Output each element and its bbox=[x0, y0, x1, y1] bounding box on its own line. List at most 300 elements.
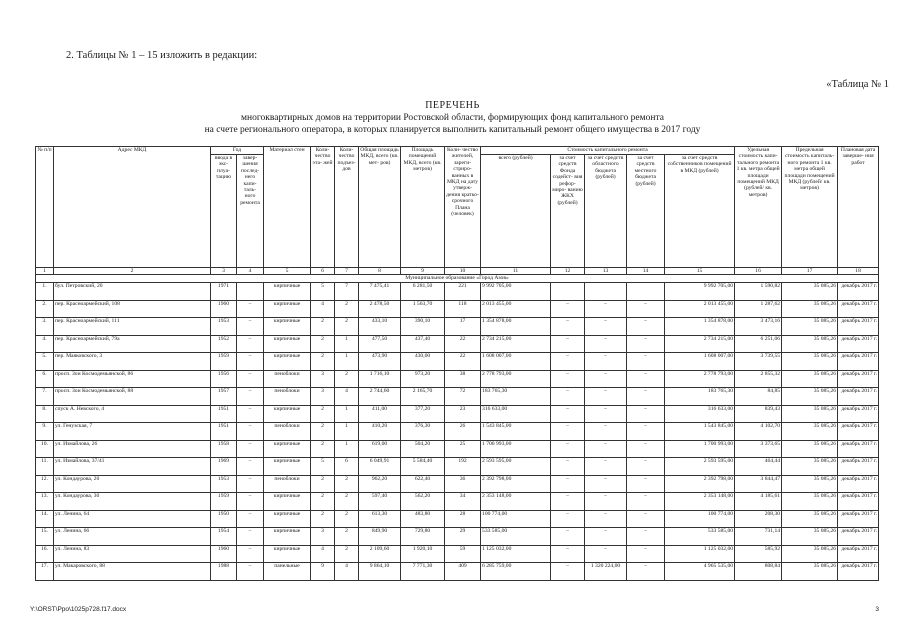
cell-loc: – bbox=[627, 493, 665, 511]
header-address: Адрес МКД bbox=[54, 147, 211, 268]
cell-wall: кирпичные bbox=[264, 545, 311, 563]
cell-fl: 2 bbox=[311, 423, 335, 441]
cell-max: 35 085,26 bbox=[782, 370, 838, 388]
cell-pa: 7 771,30 bbox=[401, 563, 445, 581]
cell-addr: ул. Генузская, 7 bbox=[54, 423, 211, 441]
cell-pa: 6 281,50 bbox=[401, 283, 445, 301]
column-number-cell: 5 bbox=[264, 268, 311, 275]
column-number-cell: 2 bbox=[54, 268, 211, 275]
cell-pa: 430,00 bbox=[401, 353, 445, 371]
cell-addr: ул. Кондаурова, 30 bbox=[54, 493, 211, 511]
header-cost-regional: за счет средств областного бюджета (рублей) bbox=[585, 155, 627, 268]
cell-res: 221 bbox=[445, 283, 481, 301]
cell-total: 2 392 798,00 bbox=[481, 475, 551, 493]
cell-pa: 1 920,10 bbox=[401, 545, 445, 563]
cell-fl: 9 bbox=[311, 563, 335, 581]
cell-wall: кирпичные bbox=[264, 528, 311, 546]
cell-own: 2 013 455,00 bbox=[665, 300, 735, 318]
subtitle-line-2: на счете регионального оператора, в которых планируется выполнить капитальный ремонт общего имущества в 2017 году bbox=[204, 125, 701, 135]
cell-loc: – bbox=[627, 318, 665, 336]
column-number-cell: 8 bbox=[359, 268, 401, 275]
cell-loc: – bbox=[627, 545, 665, 563]
cell-fund: – bbox=[551, 458, 585, 476]
cell-own: 4 965 535,00 bbox=[665, 563, 735, 581]
header-residents: Коли- чество жителей, зареги- стриро- ванных в МКД на дату утверж- дения кратко- срочного Плана (человек) bbox=[445, 147, 481, 268]
cell-total: 2 734 215,00 bbox=[481, 335, 551, 353]
cell-total: 1 700 993,00 bbox=[481, 440, 551, 458]
cell-res: 22 bbox=[445, 353, 481, 371]
cell-pa: 729,80 bbox=[401, 528, 445, 546]
column-number-cell: 12 bbox=[551, 268, 585, 275]
cell-y1: 1958 bbox=[211, 440, 237, 458]
cell-addr: ул. Ленина, 66 bbox=[54, 528, 211, 546]
cell-wall: кирпичные bbox=[264, 283, 311, 301]
cell-res: 34 bbox=[445, 493, 481, 511]
column-number-cell: 4 bbox=[237, 268, 264, 275]
cell-fund: – bbox=[551, 493, 585, 511]
cell-max: 35 085,26 bbox=[782, 405, 838, 423]
table-row bbox=[36, 510, 879, 528]
cell-n: 12. bbox=[36, 475, 54, 493]
cell-y1: 1969 bbox=[211, 458, 237, 476]
table-row bbox=[36, 563, 879, 581]
cell-en: 2 bbox=[335, 300, 359, 318]
cell-addr: ул. Измайлова, 26 bbox=[54, 440, 211, 458]
cell-total: 2 593 595,00 bbox=[481, 458, 551, 476]
cell-y1: 1956 bbox=[211, 370, 237, 388]
cell-y2: – bbox=[237, 370, 264, 388]
cell-pa: 483,80 bbox=[401, 510, 445, 528]
cell-own: 316 633,00 bbox=[665, 405, 735, 423]
cell-en: 1 bbox=[335, 405, 359, 423]
cell-reg: – bbox=[585, 493, 627, 511]
cell-en: 2 bbox=[335, 475, 359, 493]
table-row bbox=[36, 370, 879, 388]
cell-y1: 1971 bbox=[211, 283, 237, 301]
column-number-cell: 13 bbox=[585, 268, 627, 275]
cell-own: 1 700 993,00 bbox=[665, 440, 735, 458]
header-cost-fund: за счет средств Фонда содейст- вия рефор- миро- ванию ЖКХ (рублей) bbox=[551, 155, 585, 268]
cell-n: 14. bbox=[36, 510, 54, 528]
cell-en: 1 bbox=[335, 335, 359, 353]
header-cost-local: за счет средств местного бюджета (рублей) bbox=[627, 155, 665, 268]
column-number-cell: 14 bbox=[627, 268, 665, 275]
cell-loc: – bbox=[627, 510, 665, 528]
cell-loc: – bbox=[627, 300, 665, 318]
cell-n: 17. bbox=[36, 563, 54, 581]
cell-date: декабрь 2017 г. bbox=[838, 353, 879, 371]
cell-ta: 7 475,41 bbox=[359, 283, 401, 301]
cell-wall: кирпичные bbox=[264, 353, 311, 371]
cell-y1: 1960 bbox=[211, 545, 237, 563]
cell-ta: 477,50 bbox=[359, 335, 401, 353]
cell-fl: 2 bbox=[311, 475, 335, 493]
cell-ta: 2 109,60 bbox=[359, 545, 401, 563]
cell-reg: – bbox=[585, 335, 627, 353]
cell-addr: пер. Маяковского, 3 bbox=[54, 353, 211, 371]
cell-y2: – bbox=[237, 510, 264, 528]
cell-max: 35 085,26 bbox=[782, 318, 838, 336]
cell-loc: – bbox=[627, 458, 665, 476]
cell-loc: – bbox=[627, 335, 665, 353]
cell-y2: – bbox=[237, 528, 264, 546]
cell-own: 2 392 798,00 bbox=[665, 475, 735, 493]
page-number: 3 bbox=[875, 606, 879, 613]
cell-unit: 3 373,65 bbox=[735, 440, 782, 458]
cell-own: 2 778 793,00 bbox=[665, 370, 735, 388]
cell-n: 9. bbox=[36, 423, 54, 441]
cell-own: 183 765,30 bbox=[665, 388, 735, 406]
cell-en: 1 bbox=[335, 440, 359, 458]
cell-ta: 6 049,91 bbox=[359, 458, 401, 476]
cell-addr: просп. Зои Космодемьянской, 88 bbox=[54, 388, 211, 406]
cell-fl: 4 bbox=[311, 545, 335, 563]
header-wall: Материал стен bbox=[264, 147, 311, 268]
cell-reg: – bbox=[585, 510, 627, 528]
cell-unit: 4 185,61 bbox=[735, 493, 782, 511]
cell-ta: 410,20 bbox=[359, 423, 401, 441]
column-number-cell: 10 bbox=[445, 268, 481, 275]
cell-ta: 619,00 bbox=[359, 440, 401, 458]
cell-wall: кирпичные bbox=[264, 300, 311, 318]
cell-max: 35 085,26 bbox=[782, 510, 838, 528]
cell-fund: – bbox=[551, 545, 585, 563]
cell-res: 192 bbox=[445, 458, 481, 476]
cell-fl: 5 bbox=[311, 458, 335, 476]
cell-loc: – bbox=[627, 563, 665, 581]
cell-pa: 437,40 bbox=[401, 335, 445, 353]
cell-addr: ул. Измайлова, 37/41 bbox=[54, 458, 211, 476]
cell-n: 4. bbox=[36, 335, 54, 353]
cell-res: 29 bbox=[445, 528, 481, 546]
cell-date: декабрь 2017 г. bbox=[838, 510, 879, 528]
cell-en: 4 bbox=[335, 563, 359, 581]
cell-pa: 390,10 bbox=[401, 318, 445, 336]
cell-res: 72 bbox=[445, 388, 481, 406]
cell-date: декабрь 2017 г. bbox=[838, 318, 879, 336]
cell-total: 2 013 455,00 bbox=[481, 300, 551, 318]
header-num: № п/п bbox=[36, 147, 54, 268]
cell-unit: 3 844,47 bbox=[735, 475, 782, 493]
cell-n: 8. bbox=[36, 405, 54, 423]
cell-addr: пер. Красноармейский, 79а bbox=[54, 335, 211, 353]
cell-loc: – bbox=[627, 423, 665, 441]
table-row bbox=[36, 283, 879, 301]
cell-total: 100 774,00 bbox=[481, 510, 551, 528]
cell-addr: просп. Зои Космодемьянской, 86 bbox=[54, 370, 211, 388]
cell-max: 35 085,26 bbox=[782, 423, 838, 441]
cell-wall: кирпичные bbox=[264, 493, 311, 511]
cell-date: декабрь 2017 г. bbox=[838, 405, 879, 423]
cell-en: 2 bbox=[335, 510, 359, 528]
column-number-cell: 7 bbox=[335, 268, 359, 275]
cell-wall: панельные bbox=[264, 563, 311, 581]
cell-fund: – bbox=[551, 300, 585, 318]
header-cost-group: Стоимость капитального ремонта bbox=[481, 147, 735, 155]
header-year-repair: завер- шения послед- него капи- таль- ного ремонта bbox=[237, 155, 264, 268]
cell-ta: 2 744,60 bbox=[359, 388, 401, 406]
cell-max: 35 085,26 bbox=[782, 458, 838, 476]
cell-total: 9 992 705,00 bbox=[481, 283, 551, 301]
cell-max: 35 085,26 bbox=[782, 388, 838, 406]
cell-reg: – bbox=[585, 353, 627, 371]
cell-own: 1 543 845,00 bbox=[665, 423, 735, 441]
cell-pa: 2 165,70 bbox=[401, 388, 445, 406]
cell-en: 4 bbox=[335, 388, 359, 406]
column-number-cell: 15 bbox=[665, 268, 735, 275]
cell-fl: 3 bbox=[311, 528, 335, 546]
cell-fund: – bbox=[551, 440, 585, 458]
table-row bbox=[36, 388, 879, 406]
cell-own: 1 354 878,00 bbox=[665, 318, 735, 336]
cell-y1: 1954 bbox=[211, 528, 237, 546]
document-title-block bbox=[0, 100, 905, 136]
header-cost-owners: за счет средств собственников помещений в МКД (рублей) bbox=[665, 155, 735, 268]
cell-y2: – bbox=[237, 300, 264, 318]
header-plan-date: Плановая дата заверше- ния работ bbox=[838, 147, 879, 268]
cell-addr: ул. Ленина, 64 bbox=[54, 510, 211, 528]
cell-fund: – bbox=[551, 475, 585, 493]
cell-date: декабрь 2017 г. bbox=[838, 545, 879, 563]
cell-reg: – bbox=[585, 388, 627, 406]
cell-en: 2 bbox=[335, 545, 359, 563]
cell-unit: 808,84 bbox=[735, 563, 782, 581]
cell-reg: – bbox=[585, 528, 627, 546]
cell-fl: 2 bbox=[311, 510, 335, 528]
municipality-row bbox=[36, 275, 879, 283]
column-number-cell: 3 bbox=[211, 268, 237, 275]
cell-fl: 2 bbox=[311, 353, 335, 371]
cell-date: декабрь 2017 г. bbox=[838, 335, 879, 353]
cell-max: 35 085,26 bbox=[782, 528, 838, 546]
cell-pa: 504,20 bbox=[401, 440, 445, 458]
cell-date: декабрь 2017 г. bbox=[838, 423, 879, 441]
cell-en: 2 bbox=[335, 493, 359, 511]
cell-addr: бул. Петровский, 20 bbox=[54, 283, 211, 301]
cell-total: 183 765,30 bbox=[481, 388, 551, 406]
cell-max: 35 085,26 bbox=[782, 475, 838, 493]
cell-addr: ул. Макаровского, 88 bbox=[54, 563, 211, 581]
header-year: Год bbox=[211, 147, 264, 155]
cell-max: 35 085,26 bbox=[782, 493, 838, 511]
cell-loc: – bbox=[627, 353, 665, 371]
cell-wall: кирпичные bbox=[264, 440, 311, 458]
cell-y2: – bbox=[237, 545, 264, 563]
cell-unit: 3 739,55 bbox=[735, 353, 782, 371]
cell-wall: пеноблоки bbox=[264, 423, 311, 441]
cell-max: 35 085,26 bbox=[782, 335, 838, 353]
cell-addr: пер. Красноармейский, 108 bbox=[54, 300, 211, 318]
cell-fund: – bbox=[551, 510, 585, 528]
cell-res: 36 bbox=[445, 475, 481, 493]
cell-n: 3. bbox=[36, 318, 54, 336]
cell-n: 13. bbox=[36, 493, 54, 511]
cell-n: 5. bbox=[36, 353, 54, 371]
cell-y2: – bbox=[237, 335, 264, 353]
cell-n: 15. bbox=[36, 528, 54, 546]
cell-en: 2 bbox=[335, 318, 359, 336]
cell-max: 35 085,26 bbox=[782, 563, 838, 581]
cell-wall: кирпичные bbox=[264, 458, 311, 476]
cell-y1: 1950 bbox=[211, 510, 237, 528]
cell-own: 2 353 148,00 bbox=[665, 493, 735, 511]
table-row bbox=[36, 493, 879, 511]
cell-wall: пеноблоки bbox=[264, 388, 311, 406]
cell-res: 17 bbox=[445, 318, 481, 336]
cell-own: 533 585,00 bbox=[665, 528, 735, 546]
cell-fund: – bbox=[551, 370, 585, 388]
cell-fl: 2 bbox=[311, 318, 335, 336]
table-row bbox=[36, 318, 879, 336]
cell-n: 2. bbox=[36, 300, 54, 318]
cell-reg: – bbox=[585, 458, 627, 476]
cell-res: 38 bbox=[445, 370, 481, 388]
cell-own: 2 734 215,00 bbox=[665, 335, 735, 353]
cell-unit: 1 287,62 bbox=[735, 300, 782, 318]
cell-y1: 1957 bbox=[211, 388, 237, 406]
cell-unit: 731,14 bbox=[735, 528, 782, 546]
cell-pa: 1 563,70 bbox=[401, 300, 445, 318]
cell-unit: 2 855,32 bbox=[735, 370, 782, 388]
column-number-cell: 11 bbox=[481, 268, 551, 275]
cell-total: 1 543 845,00 bbox=[481, 423, 551, 441]
cell-y2: – bbox=[237, 405, 264, 423]
cell-max: 35 085,26 bbox=[782, 283, 838, 301]
cell-en: 2 bbox=[335, 370, 359, 388]
cell-fl: 5 bbox=[311, 283, 335, 301]
table-row bbox=[36, 335, 879, 353]
table-row bbox=[36, 353, 879, 371]
cell-total: 1 608 007,00 bbox=[481, 353, 551, 371]
cell-n: 11. bbox=[36, 458, 54, 476]
cell-wall: кирпичные bbox=[264, 405, 311, 423]
cell-fl: 2 bbox=[311, 440, 335, 458]
cell-own: 2 593 595,00 bbox=[665, 458, 735, 476]
cell-n: 6. bbox=[36, 370, 54, 388]
cell-date: декабрь 2017 г. bbox=[838, 388, 879, 406]
cell-y2: – bbox=[237, 563, 264, 581]
cell-wall: кирпичные bbox=[264, 510, 311, 528]
cell-wall: пеноблоки bbox=[264, 475, 311, 493]
table-row bbox=[36, 545, 879, 563]
cell-ta: 9 864,10 bbox=[359, 563, 401, 581]
cell-loc: – bbox=[627, 388, 665, 406]
cell-wall: кирпичные bbox=[264, 335, 311, 353]
cell-ta: 597,40 bbox=[359, 493, 401, 511]
cell-date: декабрь 2017 г. bbox=[838, 370, 879, 388]
cell-n: 1. bbox=[36, 283, 54, 301]
header-max-cost: Предельная стоимость капиталь- ного ремонта 1 кв. метра общей площади помещений МКД (рублей/ кв. метров) bbox=[782, 147, 838, 268]
cell-unit: 1 590,82 bbox=[735, 283, 782, 301]
cell-y1: 1959 bbox=[211, 353, 237, 371]
column-number-cell: 6 bbox=[311, 268, 335, 275]
cell-ta: 1 716,10 bbox=[359, 370, 401, 388]
cell-reg: 1 320 224,00 bbox=[585, 563, 627, 581]
cell-loc: – bbox=[627, 475, 665, 493]
footer-file-path: Y:\ORST\Ppo\1025p728.f17.docx bbox=[30, 606, 127, 613]
cell-y2: – bbox=[237, 423, 264, 441]
table-row bbox=[36, 405, 879, 423]
cell-y2: – bbox=[237, 388, 264, 406]
cell-pa: 377,20 bbox=[401, 405, 445, 423]
cell-res: 23 bbox=[445, 405, 481, 423]
cell-res: 22 bbox=[445, 335, 481, 353]
cell-fund: – bbox=[551, 335, 585, 353]
header-year-commission: ввода в экс- плуа- тацию bbox=[211, 155, 237, 268]
buildings-table bbox=[35, 146, 879, 581]
cell-total: 2 353 148,00 bbox=[481, 493, 551, 511]
cell-max: 35 085,26 bbox=[782, 353, 838, 371]
cell-reg: – bbox=[585, 440, 627, 458]
table-row bbox=[36, 300, 879, 318]
cell-fund: – bbox=[551, 405, 585, 423]
cell-ta: 962,20 bbox=[359, 475, 401, 493]
cell-ta: 433,10 bbox=[359, 318, 401, 336]
cell-max: 35 085,26 bbox=[782, 300, 838, 318]
cell-y1: 1951 bbox=[211, 423, 237, 441]
cell-addr: спуск А. Невского, 4 bbox=[54, 405, 211, 423]
table-row bbox=[36, 528, 879, 546]
cell-unit: 4 102,70 bbox=[735, 423, 782, 441]
intro-text: 2. Таблицы № 1 – 15 изложить в редакции: bbox=[66, 50, 258, 61]
cell-n: 10. bbox=[36, 440, 54, 458]
cell-ta: 411,00 bbox=[359, 405, 401, 423]
cell-y2: – bbox=[237, 493, 264, 511]
cell-own: 9 992 705,00 bbox=[665, 283, 735, 301]
cell-pa: 973,20 bbox=[401, 370, 445, 388]
header-unit-cost: Удельная стоимость капи- тального ремонта 1 кв. метра общей площади помещений МКД (рублей/ кв. метров) bbox=[735, 147, 782, 268]
municipality-name: Муниципальное образование «Город Азов» bbox=[36, 275, 879, 283]
cell-n: 7. bbox=[36, 388, 54, 406]
cell-date: декабрь 2017 г. bbox=[838, 563, 879, 581]
cell-reg bbox=[585, 283, 627, 301]
cell-own: 1 125 032,00 bbox=[665, 545, 735, 563]
table-row bbox=[36, 458, 879, 476]
cell-y1: 1953 bbox=[211, 318, 237, 336]
cell-wall: пеноблоки bbox=[264, 370, 311, 388]
cell-loc: – bbox=[627, 528, 665, 546]
cell-date: декабрь 2017 г. bbox=[838, 475, 879, 493]
cell-fund: – bbox=[551, 528, 585, 546]
cell-total: 1 125 032,00 bbox=[481, 545, 551, 563]
table-body bbox=[36, 283, 879, 581]
cell-y2: – bbox=[237, 440, 264, 458]
cell-date: декабрь 2017 г. bbox=[838, 493, 879, 511]
cell-unit: 464,44 bbox=[735, 458, 782, 476]
cell-wall: кирпичные bbox=[264, 318, 311, 336]
column-number-cell: 18 bbox=[838, 268, 879, 275]
column-number-cell: 1 bbox=[36, 268, 54, 275]
cell-ta: 473,90 bbox=[359, 353, 401, 371]
cell-loc: – bbox=[627, 440, 665, 458]
cell-fund bbox=[551, 283, 585, 301]
cell-fund: – bbox=[551, 388, 585, 406]
cell-y1: 1988 bbox=[211, 563, 237, 581]
cell-pa: 562,20 bbox=[401, 493, 445, 511]
cell-fl: 2 bbox=[311, 335, 335, 353]
cell-res: 118 bbox=[445, 300, 481, 318]
cell-y1: 1959 bbox=[211, 493, 237, 511]
cell-fl: 2 bbox=[311, 493, 335, 511]
header-cost-total: всего (рублей) bbox=[481, 155, 551, 268]
cell-res: 59 bbox=[445, 545, 481, 563]
cell-reg: – bbox=[585, 318, 627, 336]
cell-date: декабрь 2017 г. bbox=[838, 458, 879, 476]
cell-fl: 3 bbox=[311, 388, 335, 406]
cell-date: декабрь 2017 г. bbox=[838, 440, 879, 458]
cell-loc: – bbox=[627, 370, 665, 388]
cell-unit: 208,30 bbox=[735, 510, 782, 528]
